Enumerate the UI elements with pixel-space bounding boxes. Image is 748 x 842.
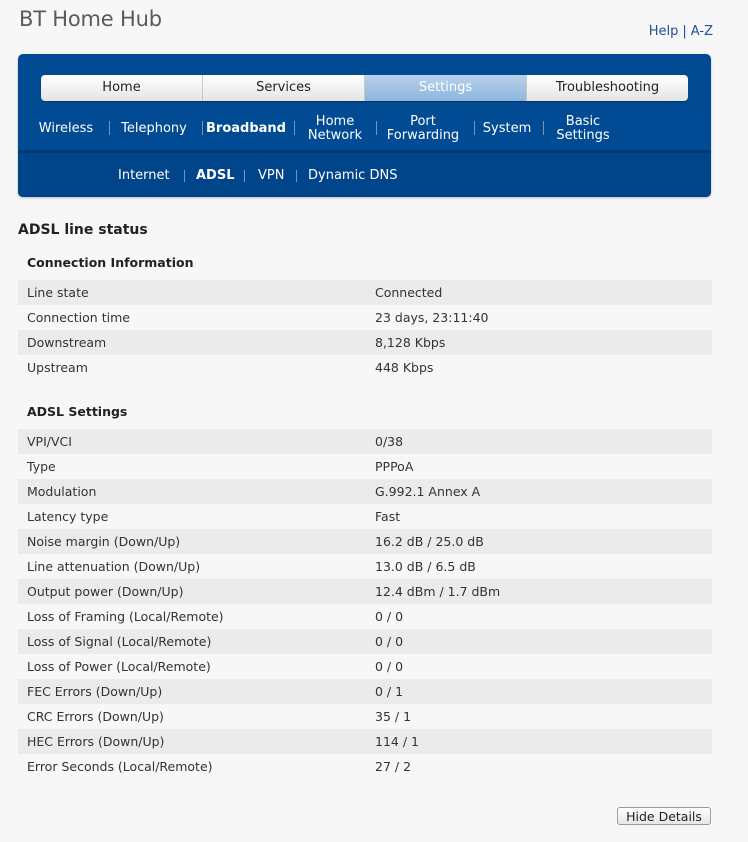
row-label: Modulation — [27, 484, 97, 499]
tab-services[interactable]: Services — [203, 75, 365, 101]
help-link[interactable]: Help — [648, 24, 679, 39]
table-row — [18, 729, 712, 754]
link-separator: | — [682, 24, 687, 39]
third-tab-divider — [244, 170, 245, 182]
row-value: 16.2 dB / 25.0 dB — [375, 534, 484, 549]
sub-tab-divider — [109, 121, 110, 135]
table-row — [18, 629, 712, 654]
connection-info-table — [18, 280, 712, 380]
broadband-sub-tabs — [18, 168, 711, 184]
subtab-system-label: System — [482, 121, 532, 136]
subtab-internet[interactable]: Internet — [118, 168, 170, 183]
row-value: Connected — [375, 285, 443, 300]
table-row — [18, 679, 712, 704]
subtab-adsl[interactable]: ADSL — [196, 168, 235, 183]
subtab-wireless[interactable] — [34, 112, 98, 146]
navigation-panel — [18, 54, 711, 197]
row-value: 27 / 2 — [375, 759, 412, 774]
row-label: FEC Errors (Down/Up) — [27, 684, 163, 699]
row-label: Type — [27, 459, 56, 474]
row-value: 114 / 1 — [375, 734, 419, 749]
third-tab-divider — [184, 170, 185, 182]
row-label: Connection time — [27, 310, 130, 325]
row-label: VPI/VCI — [27, 434, 72, 449]
row-value: 0 / 0 — [375, 659, 404, 674]
subtab-vpn[interactable]: VPN — [258, 168, 285, 183]
adsl-settings-table — [18, 429, 712, 779]
table-row — [18, 454, 712, 479]
table-row — [18, 754, 712, 779]
row-label: Latency type — [27, 509, 109, 524]
subtab-telephony-label: Telephony — [121, 121, 187, 136]
tab-troubleshooting[interactable]: Troubleshooting — [555, 80, 660, 95]
row-label: Downstream — [27, 335, 107, 350]
row-value: Fast — [375, 509, 401, 524]
subtab-broadband-label: Broadband — [206, 121, 286, 136]
table-row — [18, 579, 712, 604]
subtab-system[interactable] — [481, 112, 533, 146]
row-value: G.992.1 Annex A — [375, 484, 481, 499]
subtab-port-forwarding[interactable] — [382, 112, 464, 146]
row-label: Line attenuation (Down/Up) — [27, 559, 201, 574]
row-value: PPPoA — [375, 459, 414, 474]
table-row — [18, 604, 712, 629]
app-title: BT Home Hub — [19, 7, 162, 31]
adsl-section-title: ADSL Settings — [27, 404, 128, 419]
table-row — [18, 280, 712, 305]
table-row — [18, 479, 712, 504]
page-title: ADSL line status — [18, 222, 148, 238]
table-row — [18, 330, 712, 355]
table-row — [18, 704, 712, 729]
table-row — [18, 654, 712, 679]
row-value: 23 days, 23:11:40 — [375, 310, 489, 325]
row-value: 0 / 0 — [375, 609, 404, 624]
hide-details-button[interactable]: Hide Details — [617, 807, 711, 825]
tab-settings[interactable]: Settings — [365, 75, 527, 101]
row-value: 0 / 1 — [375, 684, 404, 699]
a-z-link[interactable]: A-Z — [690, 24, 713, 39]
sub-tab-divider — [376, 121, 377, 135]
row-value: 35 / 1 — [375, 709, 412, 724]
third-tab-divider — [296, 170, 297, 182]
subtab-home-network-label: Home Network — [307, 114, 363, 143]
row-label: Loss of Framing (Local/Remote) — [27, 609, 224, 624]
sub-tab-divider — [294, 121, 295, 135]
table-row — [18, 305, 712, 330]
sub-tab-divider — [474, 121, 475, 135]
row-label: Line state — [27, 285, 89, 300]
settings-sub-tabs — [18, 112, 711, 146]
table-row — [18, 504, 712, 529]
row-label: Loss of Power (Local/Remote) — [27, 659, 211, 674]
row-value: 8,128 Kbps — [375, 335, 446, 350]
subtab-dynamic-dns[interactable]: Dynamic DNS — [308, 168, 398, 183]
sub-tab-divider — [543, 121, 544, 135]
subtab-basic-settings[interactable] — [551, 112, 615, 146]
subtab-telephony[interactable] — [117, 112, 191, 146]
row-label: Loss of Signal (Local/Remote) — [27, 634, 212, 649]
top-links — [649, 24, 713, 39]
subtab-broadband[interactable] — [206, 112, 286, 146]
row-value: 0/38 — [375, 434, 404, 449]
table-row — [18, 355, 712, 380]
row-label: HEC Errors (Down/Up) — [27, 734, 165, 749]
table-row — [18, 554, 712, 579]
row-value: 13.0 dB / 6.5 dB — [375, 559, 476, 574]
subtab-port-forwarding-label: Port Forwarding — [386, 114, 460, 143]
row-label: CRC Errors (Down/Up) — [27, 709, 164, 724]
main-tabs — [41, 75, 688, 101]
row-value: 448 Kbps — [375, 360, 434, 375]
subtab-wireless-label: Wireless — [38, 121, 94, 136]
subtab-home-network[interactable] — [300, 112, 370, 146]
row-label: Output power (Down/Up) — [27, 584, 184, 599]
tab-home[interactable]: Home — [41, 75, 203, 101]
row-value: 12.4 dBm / 1.7 dBm — [375, 584, 501, 599]
row-label: Error Seconds (Local/Remote) — [27, 759, 213, 774]
row-value: 0 / 0 — [375, 634, 404, 649]
subtab-basic-settings-label: Basic Settings — [556, 114, 610, 143]
sub-tab-divider — [202, 121, 203, 135]
table-row — [18, 529, 712, 554]
table-row — [18, 429, 712, 454]
row-label: Noise margin (Down/Up) — [27, 534, 181, 549]
connection-section-title: Connection Information — [27, 255, 194, 270]
row-label: Upstream — [27, 360, 88, 375]
